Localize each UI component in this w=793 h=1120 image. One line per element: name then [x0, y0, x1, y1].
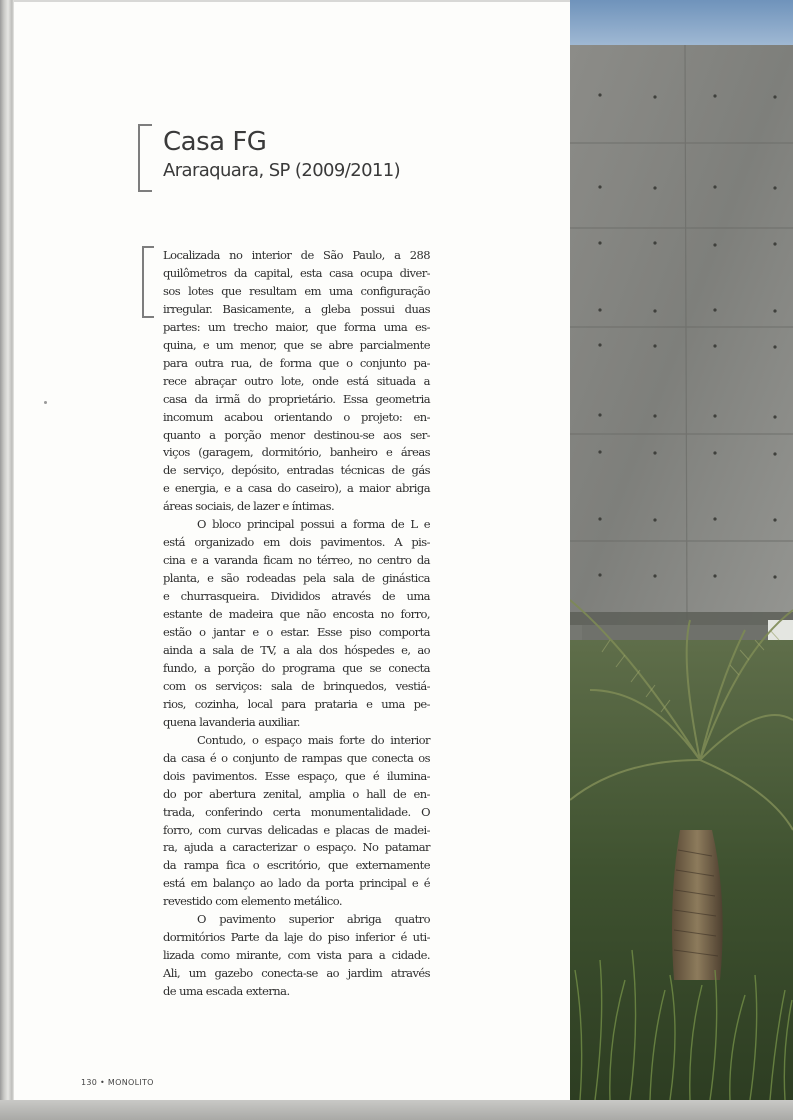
page-number: 130: [81, 1078, 98, 1087]
body-text-line: para outra rua, de forma que o conjunto pa-: [163, 355, 430, 370]
body-text-line: e energia, e a casa do caseiro), a maior abriga: [163, 481, 430, 496]
body-text-line: com os serviços: sala de brinquedos, vestiá-: [163, 678, 430, 693]
body-text-line: do por abertura zenital, amplia o hall de en-: [163, 786, 430, 801]
body-text-line: lizada como mirante, com vista para a cidade.: [163, 948, 430, 963]
body-text-line: O bloco principal possui a forma de L e: [197, 517, 430, 532]
body-text-line: quena lavanderia auxiliar.: [163, 714, 300, 729]
body-text-line: rios, cozinha, local para prataria e uma pe-: [163, 696, 430, 711]
body-text-line: partes: um trecho maior, que forma uma es-: [163, 319, 430, 334]
concrete-wall: [570, 45, 793, 625]
paragraph-bracket-icon: [142, 246, 154, 318]
body-text-line: viços (garagem, dormitório, banheiro e áreas: [163, 445, 430, 460]
body-text-line: casa da irmã do proprietário. Essa geometria: [163, 391, 430, 406]
body-text-line: dormitórios Parte da laje do piso inferior é uti-: [163, 930, 430, 945]
body-text-line: da casa é o conjunto de rampas que conecta os: [163, 750, 430, 765]
body-text-line: de uma escada externa.: [163, 984, 290, 999]
body-text-line: cina e a varanda ficam no térreo, no centro da: [163, 553, 430, 568]
body-text-line: quilômetros da capital, esta casa ocupa diver-: [163, 265, 430, 280]
body-text-line: Localizada no interior de São Paulo, a 288: [163, 248, 430, 262]
body-text-line: Ali, um gazebo conecta-se ao jardim através: [163, 966, 430, 981]
body-text-line: planta, e são rodeadas pela sala de ginástica: [163, 571, 430, 586]
body-text-line: estante de madeira que não encosta no forro,: [163, 607, 430, 622]
body-text-line: rece abraçar outro lote, onde está situada a: [163, 373, 430, 388]
article-subtitle: Araraquara, SP (2009/2011): [163, 160, 401, 181]
body-text-line: e churrasqueira. Divididos através de uma: [163, 589, 430, 604]
body-text-line: O pavimento superior abriga quatro: [197, 912, 430, 927]
body-text-line: sos lotes que resultam em uma configuração: [163, 283, 430, 298]
body-text-line: irregular. Basicamente, a gleba possui duas: [163, 301, 430, 316]
page-footer: [81, 1078, 154, 1087]
magazine-name: MONOLITO: [107, 1078, 154, 1087]
body-text-line: Contudo, o espaço mais forte do interior: [197, 732, 430, 747]
body-text-line: trada, conferindo certa monumentalidade. O: [163, 804, 430, 819]
body-text-line: está organizado em dois pavimentos. A pis-: [163, 535, 430, 550]
wall-soffit-shadow: [570, 612, 793, 640]
title-bracket-icon: [138, 124, 152, 192]
body-text-line: dois pavimentos. Esse espaço, que é ilumina-: [163, 768, 430, 783]
body-text-line: está em balanço ao lado da porta principal e é: [163, 876, 430, 891]
body-text-line: incomum acabou orientando o projeto: en-: [163, 409, 430, 424]
body-text-line: da rampa fica o escritório, que externamente: [163, 858, 430, 873]
body-text-line: ra, ajuda a caracterizar o espaço. No patamar: [163, 840, 430, 855]
sky: [570, 0, 793, 45]
body-text-line: ainda a sala de TV, a ala dos hóspedes e, ao: [163, 642, 430, 657]
palm-trunk: [672, 830, 723, 980]
body-text-line: áreas sociais, de lazer e íntimas.: [163, 499, 335, 514]
concrete-wall-palm-photo: [570, 0, 793, 1100]
page-stack-edge: [0, 0, 14, 1110]
body-text-line: estão o jantar e o estar. Esse piso comporta: [163, 625, 430, 640]
body-text-line: quina, e um menor, que se abre parcialmente: [163, 337, 430, 352]
body-text-line: de serviço, depósito, entradas técnicas de gás: [163, 463, 430, 478]
article-body: [163, 247, 430, 1001]
body-text-line: forro, com curvas delicadas e placas de madei-: [163, 822, 430, 837]
body-text-line: fundo, a porção do programa que se conecta: [163, 660, 430, 675]
article-title: Casa FG: [163, 127, 267, 157]
scanner-bottom-edge: [0, 1100, 793, 1120]
footer-separator: •: [100, 1078, 106, 1087]
body-text-line: revestido com elemento metálico.: [163, 894, 343, 909]
body-text-line: quanto a porção menor destinou-se aos ser-: [163, 427, 430, 442]
scan-speck: [44, 401, 47, 404]
